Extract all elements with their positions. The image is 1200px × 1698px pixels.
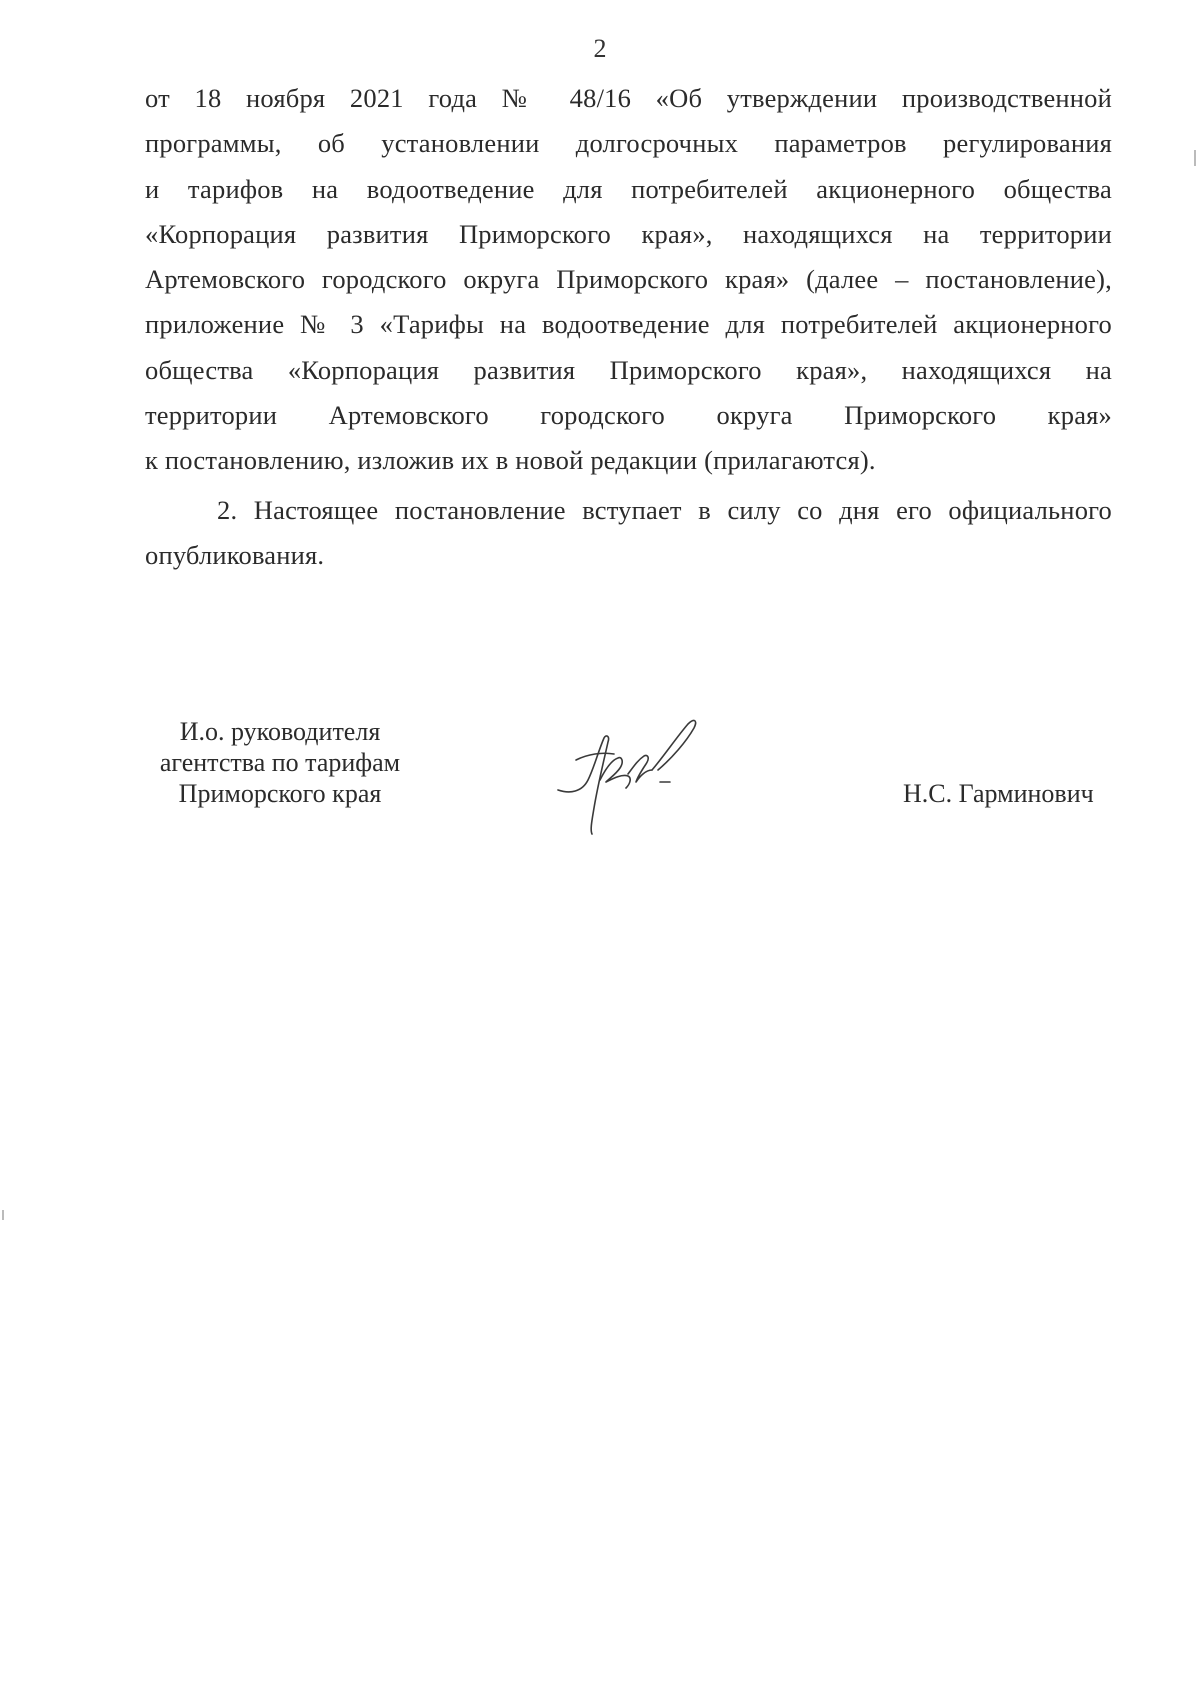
body-text — [145, 76, 1112, 578]
paragraph-line: «Корпорация развития Приморского края», находящихся на территории — [145, 218, 1112, 249]
scan-edge-mark — [1194, 150, 1196, 166]
signatory-position-line: И.о. руководителя — [179, 717, 381, 746]
paragraph-line: опубликования. — [145, 539, 325, 570]
paragraph-line: территории Артемовского городского округа Приморского края» — [145, 400, 1112, 431]
paragraph-2 — [145, 488, 1112, 579]
handwritten-signature — [548, 708, 748, 838]
signature-block — [0, 716, 1200, 866]
paragraph-line: от 18 ноября 2021 года № 48/16 «Об утверждении производственной — [145, 83, 1112, 113]
scan-edge-mark — [2, 1210, 4, 1220]
signatory-position-line: Приморского края — [178, 779, 382, 808]
paragraph-1 — [145, 76, 1112, 484]
page-number: 2 — [593, 34, 607, 63]
paragraph-line: и тарифов на водоотведение для потребителей акционерного общества — [145, 173, 1112, 204]
signatory-position-line: агентства по тарифам — [159, 748, 401, 777]
paragraph-line: программы, об установлении долгосрочных параметров регулирования — [145, 128, 1112, 159]
signatory-position — [140, 716, 420, 809]
paragraph-line: 2. Настоящее постановление вступает в силу со дня его официального — [217, 494, 1112, 525]
paragraph-line: Артемовского городского округа Приморского края» (далее – постановление), — [145, 264, 1112, 295]
paragraph-line: приложение № 3 «Тарифы на водоотведение для потребителей акционерного — [145, 309, 1112, 340]
paragraph-line: общества «Корпорация развития Приморского края», находящихся на — [145, 354, 1112, 385]
paragraph-line: к постановлению, изложив их в новой редакции (прилагаются). — [145, 445, 876, 476]
signatory-name: Н.С. Гарминович — [903, 779, 1094, 808]
